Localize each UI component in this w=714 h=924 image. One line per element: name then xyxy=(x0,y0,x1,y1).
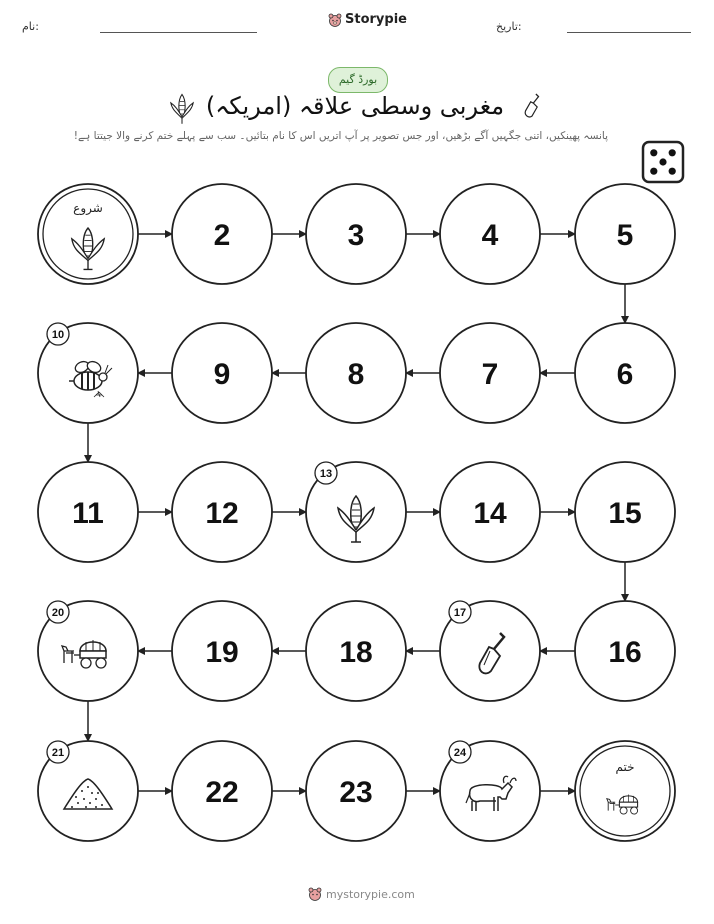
space-number-badge: 20 xyxy=(51,607,65,619)
space-number: 2 xyxy=(213,219,231,252)
space-number: 11 xyxy=(72,497,104,530)
space-number: 16 xyxy=(608,636,642,669)
board-space-9[interactable] xyxy=(172,323,272,423)
date-label: تاریخ: xyxy=(496,20,522,33)
space-number: 18 xyxy=(339,636,373,669)
page-title: مغربی وسطی علاقہ (امریکہ) xyxy=(205,92,505,120)
board-space-10[interactable] xyxy=(38,323,138,423)
board-game-badge: بورڈ گیم xyxy=(328,67,388,93)
space-number: 22 xyxy=(205,776,239,809)
space-number: 14 xyxy=(473,497,507,530)
footer-brand xyxy=(308,887,415,901)
board-space-19[interactable] xyxy=(172,601,272,701)
board-space-15[interactable] xyxy=(575,462,675,562)
board-space-24[interactable] xyxy=(440,741,540,841)
start-label: شروع xyxy=(73,201,103,215)
space-number: 5 xyxy=(616,219,634,252)
space-number: 4 xyxy=(481,219,499,252)
board-space-14[interactable] xyxy=(440,462,540,562)
board-space-12[interactable] xyxy=(172,462,272,562)
board-space-11[interactable] xyxy=(38,462,138,562)
space-number-badge: 13 xyxy=(319,468,333,480)
finish-label: ختم xyxy=(615,760,635,774)
board-space-3[interactable] xyxy=(306,184,406,284)
board-space-4[interactable] xyxy=(440,184,540,284)
space-number: 23 xyxy=(339,776,373,809)
footer-url: mystorypie.com xyxy=(326,887,415,901)
board-space-7[interactable] xyxy=(440,323,540,423)
space-number: 9 xyxy=(213,358,231,391)
board-space-8[interactable] xyxy=(306,323,406,423)
board-space-21[interactable] xyxy=(38,741,138,841)
instructions-text: پانسہ پھینکیں، اتنی جگہیں آگے بڑھیں، اور جس تصویر پر آپ اتریں اس کا نام بتائیں۔ سب سے پہلے ختم کرنے والا جیتتا ہے! xyxy=(73,130,608,142)
space-number-badge: 21 xyxy=(51,747,65,759)
space-number: 8 xyxy=(347,358,365,391)
brand-name: Storypie xyxy=(345,12,407,27)
board-space-22[interactable] xyxy=(172,741,272,841)
finish-space[interactable] xyxy=(575,741,675,841)
board-space-6[interactable] xyxy=(575,323,675,423)
dice-icon xyxy=(643,142,683,182)
space-number: 19 xyxy=(205,636,239,669)
space-number-badge: 24 xyxy=(453,747,467,759)
space-number: 6 xyxy=(616,358,634,391)
board-space-5[interactable] xyxy=(575,184,675,284)
board-space-23[interactable] xyxy=(306,741,406,841)
space-number: 3 xyxy=(347,219,365,252)
board-space-20[interactable] xyxy=(38,601,138,701)
space-number-badge: 17 xyxy=(453,607,467,619)
name-label: نام: xyxy=(22,20,39,33)
space-number: 7 xyxy=(481,358,499,391)
space-number: 15 xyxy=(608,497,642,530)
board-space-17[interactable] xyxy=(440,601,540,701)
board-space-13[interactable] xyxy=(306,462,406,562)
space-number: 12 xyxy=(205,497,239,530)
board-space-16[interactable] xyxy=(575,601,675,701)
start-space[interactable] xyxy=(38,184,138,284)
space-number-badge: 10 xyxy=(51,329,65,341)
board-space-18[interactable] xyxy=(306,601,406,701)
storypie-mascot-icon xyxy=(308,887,322,901)
board-space-2[interactable] xyxy=(172,184,272,284)
